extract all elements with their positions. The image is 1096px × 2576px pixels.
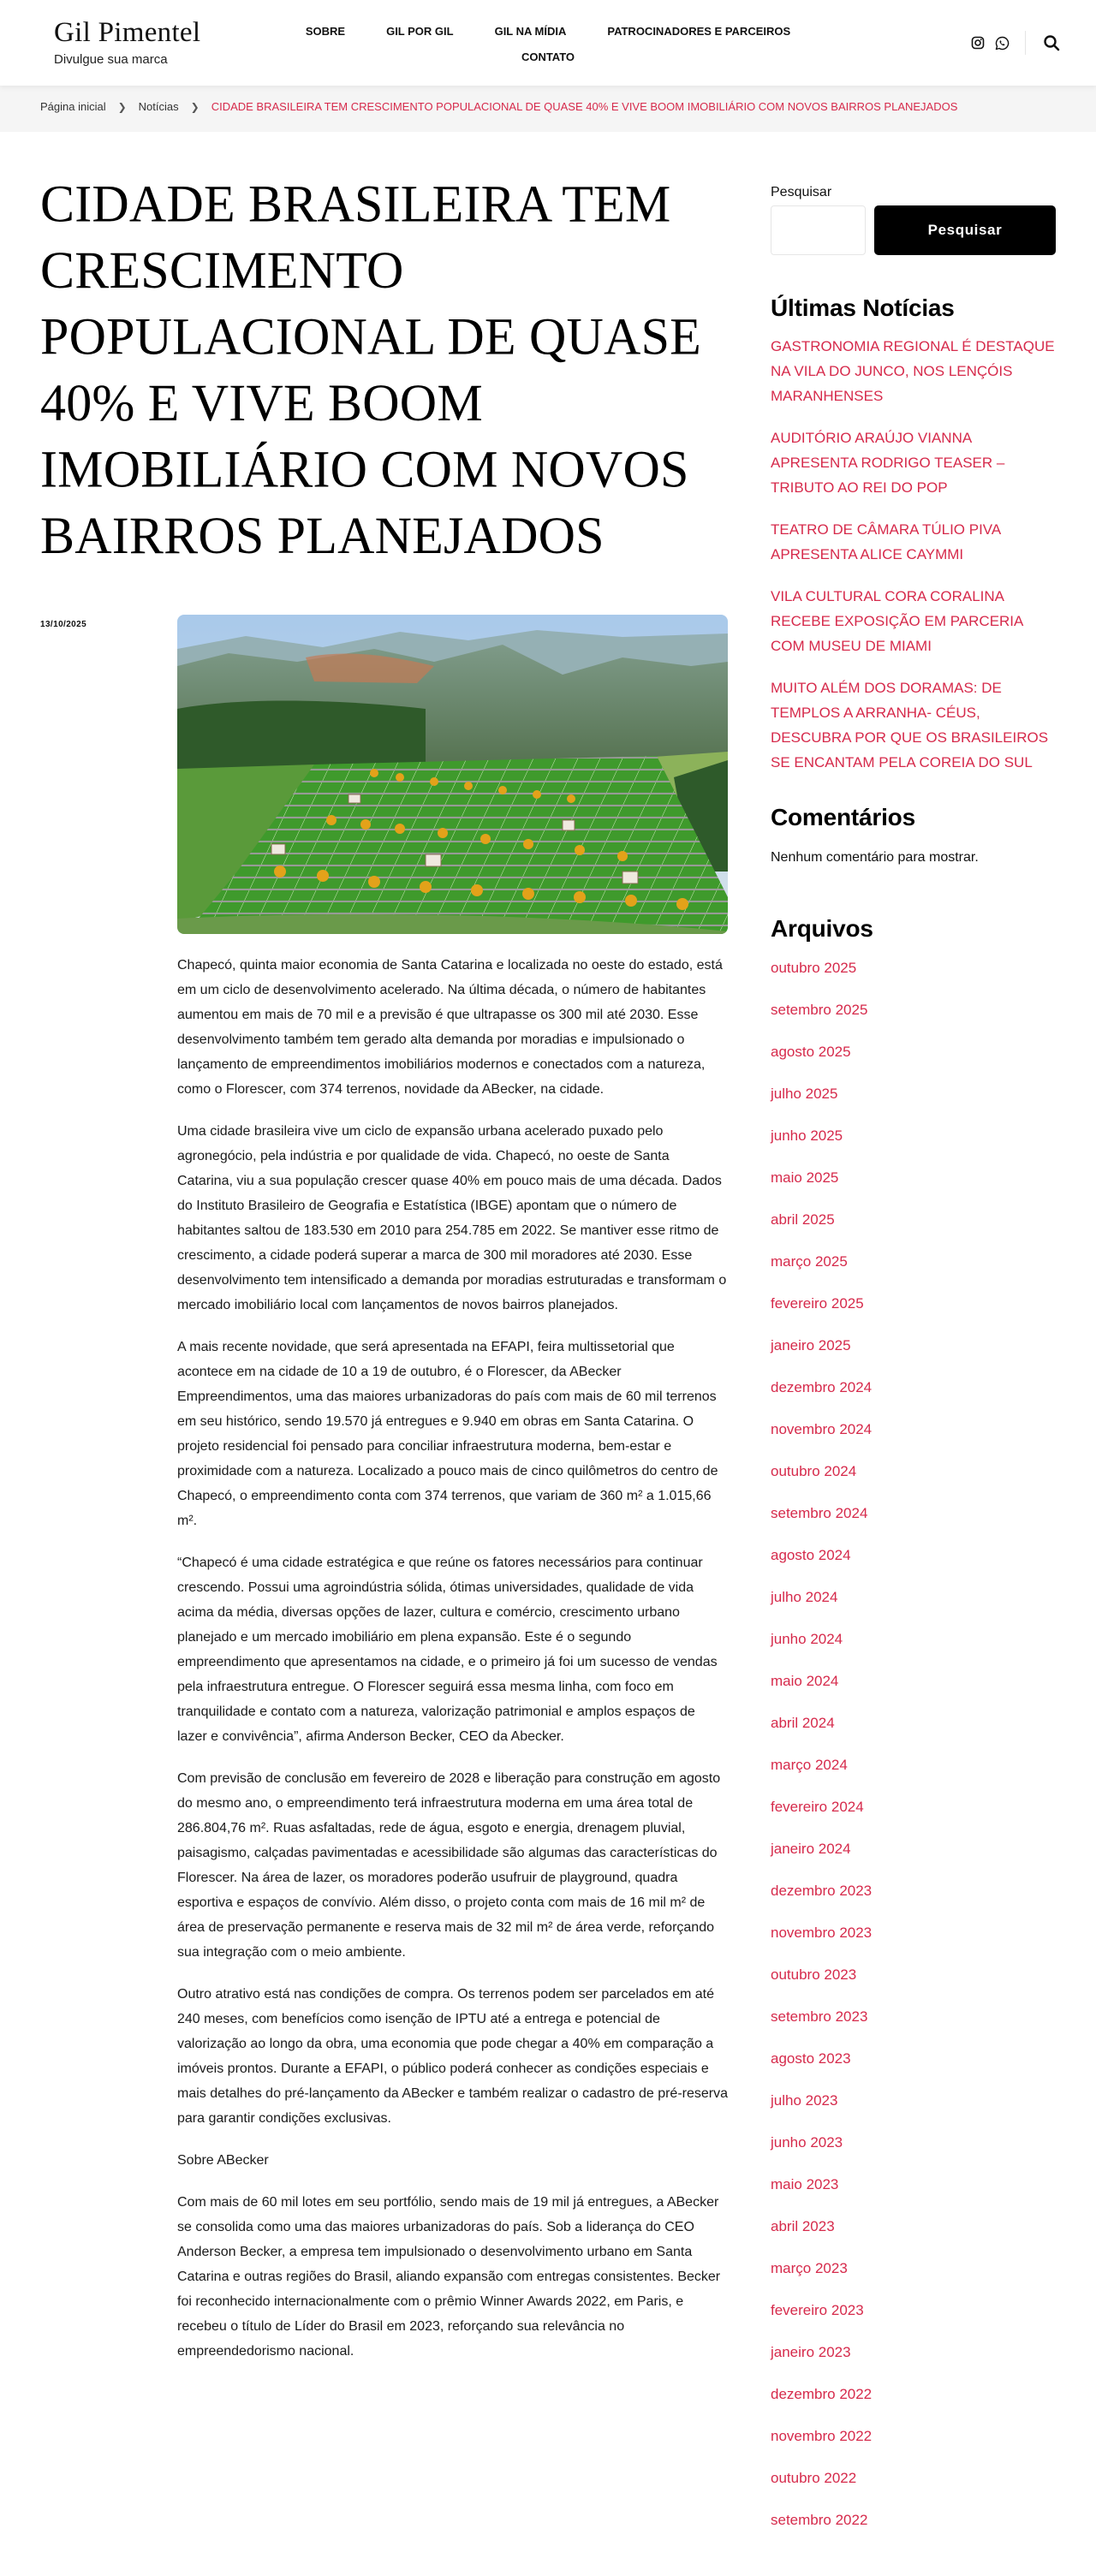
archives-widget <box>771 915 1056 2552</box>
comments-empty-text: Nenhum comentário para mostrar. <box>771 850 979 865</box>
breadcrumb-current: CIDADE BRASILEIRA TEM CRESCIMENTO POPULACIONAL DE QUASE 40% E VIVE BOOM IMOBILIÁRIO COM NOVOS BAIRROS PLANEJADOS <box>211 100 958 113</box>
archive-link[interactable]: março 2023 <box>771 2260 848 2276</box>
archive-link[interactable]: novembro 2023 <box>771 1925 873 1941</box>
archive-link[interactable]: maio 2023 <box>771 2176 839 2192</box>
whatsapp-icon[interactable] <box>994 35 1010 51</box>
breadcrumb-bar <box>0 86 1096 132</box>
archive-link[interactable]: março 2024 <box>771 1757 848 1773</box>
archive-link[interactable]: junho 2024 <box>771 1631 843 1647</box>
archive-link[interactable]: agosto 2024 <box>771 1547 851 1563</box>
archives-title: Arquivos <box>771 915 873 942</box>
latest-news-item[interactable]: AUDITÓRIO ARAÚJO VIANNA APRESENTA RODRIGO TEASER – TRIBUTO AO REI DO POP <box>771 430 1005 496</box>
article-paragraph: “Chapecó é uma cidade estratégica e que reúne os fatores necessários para continuar crescendo. Possui uma agroindústria sólida, ótimas universidades, qualidade de vida acima da média, diversas opções de lazer, cultura e comércio, crescimento urbano planejado e um mercado imobiliário em plena expansão. Este é o segundo empreendimento que apresentamos na cidade, e o primeiro já foi um sucesso de vendas pela infraestrutura entregue. O Florescer seguirá essa mesma linha, com foco em tranquilidade e contato com a natureza, valorização patrimonial e amplos espaços de lazer e convivência”, afirma Anderson Becker, CEO da Abecker. <box>177 1556 718 1744</box>
archive-link[interactable]: dezembro 2023 <box>771 1883 873 1899</box>
comments-title: Comentários <box>771 804 915 830</box>
archive-link[interactable]: fevereiro 2025 <box>771 1295 864 1312</box>
archive-list <box>771 958 1056 2552</box>
instagram-icon[interactable] <box>970 35 986 51</box>
chevron-right-icon: ❯ <box>117 101 127 113</box>
archive-link[interactable]: junho 2023 <box>771 2134 843 2151</box>
article-content <box>40 132 728 2552</box>
header-divider <box>1025 31 1026 55</box>
latest-news-title: Últimas Notícias <box>771 294 955 321</box>
archive-link[interactable]: julho 2025 <box>771 1086 838 1102</box>
archive-link[interactable]: fevereiro 2024 <box>771 1799 864 1815</box>
latest-news-item[interactable]: TEATRO DE CÂMARA TÚLIO PIVA APRESENTA ALICE CAYMMI <box>771 521 1001 562</box>
archive-link[interactable]: novembro 2022 <box>771 2428 873 2444</box>
post-date: 13/10/2025 <box>40 620 87 629</box>
archive-link[interactable]: julho 2024 <box>771 1589 838 1605</box>
page-layout <box>0 132 1096 2552</box>
site-header <box>0 0 1096 86</box>
archive-link[interactable]: janeiro 2023 <box>771 2344 851 2360</box>
breadcrumb <box>0 86 1096 128</box>
archive-link[interactable]: setembro 2022 <box>771 2512 868 2528</box>
archive-link[interactable]: outubro 2022 <box>771 2470 857 2486</box>
nav-item-gil-na-midia[interactable]: GIL NA MÍDIA <box>494 25 567 38</box>
archive-link[interactable]: maio 2025 <box>771 1169 839 1186</box>
archive-link[interactable]: fevereiro 2023 <box>771 2302 864 2318</box>
article-paragraph: Com previsão de conclusão em fevereiro de 2028 e liberação para construção em agosto do mesmo ano, o empreendimento terá infraestrutura moderna em uma área total de 286.804,76 m². Ruas asfaltadas, rede de água, esgoto e energia, drenagem pluvial, paisagismo, calçadas pavimentadas e acessibilidade são algumas das características do Florescer. Na área de lazer, os moradores poderão usufruir de playground, quadra esportiva e espaços de convívio. Além disso, o projeto conta com mais de 16 mil m² de área de preservação permanente e reserva mais de 32 mil m² de área verde, reforçando sua integração com o meio ambiente. <box>177 1771 721 1960</box>
archive-link[interactable]: janeiro 2025 <box>771 1337 851 1353</box>
latest-news-item[interactable]: VILA CULTURAL CORA CORALINA RECEBE EXPOSIÇÃO EM PARCERIA COM MUSEU DE MIAMI <box>771 588 1023 654</box>
page-title: CIDADE BRASILEIRA TEM CRESCIMENTO POPULACIONAL DE QUASE 40% E VIVE BOOM IMOBILIÁRIO COM NOVOS BAIRROS PLANEJADOS <box>40 175 701 565</box>
breadcrumb-section[interactable]: Notícias <box>138 100 179 113</box>
search-icon[interactable] <box>1041 33 1062 53</box>
nav-item-gil-por-gil[interactable]: GIL POR GIL <box>386 25 454 38</box>
nav-item-sobre[interactable]: SOBRE <box>305 25 346 38</box>
post-body <box>177 615 728 2364</box>
site-branding <box>54 15 200 67</box>
archive-link[interactable]: setembro 2023 <box>771 2008 868 2025</box>
archive-link[interactable]: abril 2025 <box>771 1211 835 1228</box>
latest-news-item[interactable]: GASTRONOMIA REGIONAL É DESTAQUE NA VILA DO JUNCO, NOS LENÇÓIS MARANHENSES <box>771 338 1055 404</box>
archive-link[interactable]: março 2025 <box>771 1253 848 1270</box>
archive-link[interactable]: junho 2025 <box>771 1127 843 1144</box>
search-button[interactable]: Pesquisar <box>874 205 1056 255</box>
article-paragraph: Outro atrativo está nas condições de compra. Os terrenos podem ser parcelados em até 240 meses, com benefícios como isenção de IPTU até a entrega e potencial de valorização ao longo da obra, uma economia que pode chegar a 40% em comparação a imóveis prontos. Durante a EFAPI, o público poderá conhecer as condições especiais e mais detalhes do pré-lançamento da ABecker e também realizar o cadastro de pré-reserva para garantir condições exclusivas. <box>177 1987 728 2126</box>
latest-news-item[interactable]: MUITO ALÉM DOS DORAMAS: DE TEMPLOS A ARRANHA- CÉUS, DESCUBRA POR QUE OS BRASILEIROS SE ENCANTAM PELA COREIA DO SUL <box>771 680 1049 770</box>
archive-link[interactable]: setembro 2024 <box>771 1505 868 1521</box>
archive-link[interactable]: dezembro 2024 <box>771 1379 873 1395</box>
main-navigation <box>283 22 813 67</box>
featured-image <box>177 615 728 934</box>
breadcrumb-home[interactable]: Página inicial <box>40 100 106 113</box>
search-widget <box>771 185 1056 255</box>
article-paragraph: Com mais de 60 mil lotes em seu portfólio, sendo mais de 19 mil já entregues, a ABecker se consolida como uma das maiores urbanizadoras do país. Sob a liderança do CEO Anderson Becker, a empresa tem impulsionado o desenvolvimento urbano em Santa Catarina e outras regiões do Brasil, aliando expansão com entregas consistentes. Becker foi reconhecido internacionalmente com o prêmio Winner Awards 2022, em Paris, e recebeu o título de Líder do Brasil em 2023, reforçando sua relevância no empreendedorismo nacional. <box>177 2195 721 2359</box>
search-label: Pesquisar <box>771 185 832 199</box>
archive-link[interactable]: outubro 2024 <box>771 1463 857 1479</box>
sidebar <box>771 132 1056 2552</box>
archive-link[interactable]: dezembro 2022 <box>771 2386 873 2402</box>
archive-link[interactable]: abril 2024 <box>771 1715 835 1731</box>
nav-item-patrocinadores[interactable]: PATROCINADORES E PARCEIROS <box>607 25 791 38</box>
article-subheading: Sobre ABecker <box>177 2153 269 2168</box>
archive-link[interactable]: julho 2023 <box>771 2092 838 2109</box>
archive-link[interactable]: novembro 2024 <box>771 1421 873 1437</box>
article-paragraph: Uma cidade brasileira vive um ciclo de expansão urbana acelerado puxado pelo agronegócio, pela indústria e por qualidade de vida. Chapecó, no oeste de Santa Catarina, viu a sua população crescer quase 40% em pouco mais de uma década. Dados do Instituto Brasileiro de Geografia e Estatística (IBGE) apontam que o número de habitantes saltou de 183.530 em 2010 para 254.785 em 2022. Se mantiver esse ritmo de crescimento, a cidade poderá superar a marca de 300 mil moradores até 2030. Esse desenvolvimento tem intensificado a demanda por moradias estruturadas e transformam o mercado imobiliário local com lançamentos de novos bairros planejados. <box>177 1124 727 1312</box>
archive-link[interactable]: agosto 2023 <box>771 2050 851 2067</box>
latest-news-widget <box>771 294 1056 775</box>
archive-link[interactable]: setembro 2025 <box>771 1002 868 1018</box>
archive-link[interactable]: janeiro 2024 <box>771 1841 851 1857</box>
chevron-right-icon: ❯ <box>190 101 200 113</box>
archive-link[interactable]: abril 2023 <box>771 2218 835 2234</box>
archive-link[interactable]: agosto 2025 <box>771 1044 851 1060</box>
comments-widget <box>771 804 1056 866</box>
archive-link[interactable]: outubro 2025 <box>771 960 857 976</box>
site-title-link[interactable]: Gil Pimentel <box>54 17 201 48</box>
archive-link[interactable]: maio 2024 <box>771 1673 839 1689</box>
article-paragraph: Chapecó, quinta maior economia de Santa Catarina e localizada no oeste do estado, está em um ciclo de desenvolvimento acelerado. Na última década, o número de habitantes aumentou em mais de 70 mil e a previsão é que ultrapasse os 300 mil até 2030. Esse desenvolvimento também tem gerado alta demanda por moradias e impulsionado o lançamento de empreendimentos imobiliários modernos e conectados com a natureza, como o Florescer, com 374 terrenos, novidade da ABecker, na cidade. <box>177 958 723 1097</box>
site-tagline: Divulgue sua marca <box>54 52 168 67</box>
header-tools <box>962 31 1062 55</box>
nav-item-contato[interactable]: CONTATO <box>521 51 575 63</box>
article-paragraph: A mais recente novidade, que será apresentada na EFAPI, feira multissetorial que acontece em na cidade de 10 a 19 de outubro, é o Florescer, da ABecker Empreendimentos, uma das maiores urbanizadoras do país com mais de 60 mil terrenos em seu histórico, sendo 19.570 já entregues e 9.940 em obras em Santa Catarina. O projeto residencial foi pensado para conciliar infraestrutura moderna, bem-estar e proximidade com a natureza. Localizado a pouco mais de cinco quilômetros do centro de Chapecó, o empreendimento conta com 374 terrenos, que variam de 360 m² a 1.015,66 m². <box>177 1340 718 1528</box>
search-input[interactable] <box>771 205 866 255</box>
archive-link[interactable]: outubro 2023 <box>771 1966 857 1983</box>
